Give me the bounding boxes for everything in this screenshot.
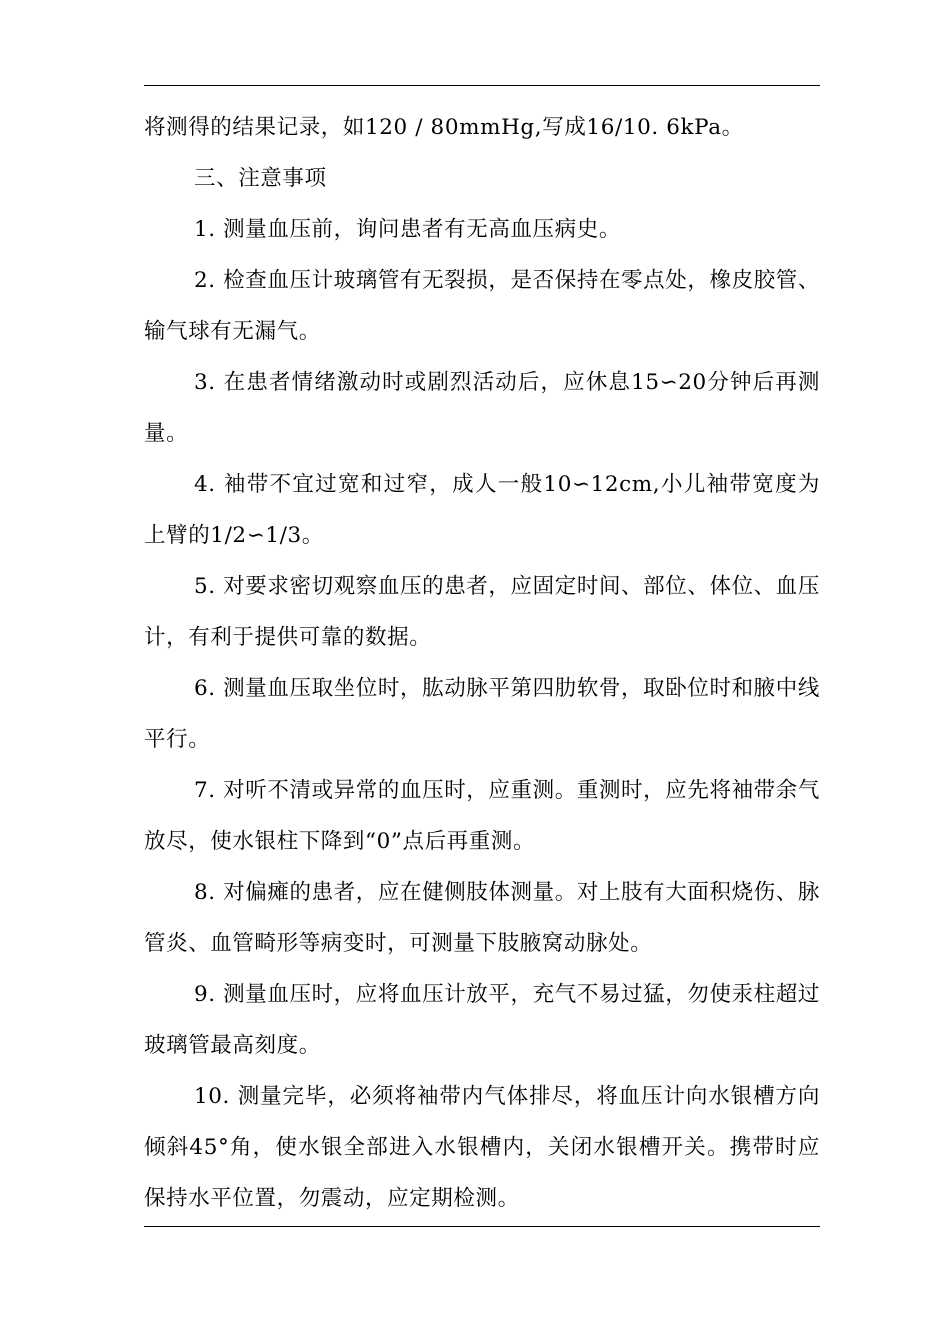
precaution-item-7: 7. 对听不清或异常的血压时，应重测。重测时，应先将袖带余气放尽，使水银柱下降到“0”点后再重测。 <box>144 778 820 854</box>
section-heading-precautions: 三、注意事项 <box>194 166 327 191</box>
footer-rule <box>144 1226 820 1227</box>
precaution-item-5: 5. 对要求密切观察血压的患者，应固定时间、部位、体位、血压计，有利于提供可靠的数据。 <box>144 574 820 650</box>
precaution-item-9: 9. 测量血压时，应将血压计放平，充气不易过猛，勿使汞柱超过玻璃管最高刻度。 <box>144 982 820 1058</box>
paragraph-record-result: 将测得的结果记录，如120 / 80mmHg,写成16/10. 6kPa。 <box>144 115 744 140</box>
document-body <box>144 102 820 1224</box>
precaution-item-8: 8. 对偏瘫的患者，应在健侧肢体测量。对上肢有大面积烧伤、脉管炎、血管畸形等病变时，可测量下肢腋窝动脉处。 <box>144 880 820 956</box>
precaution-item-1: 1. 测量血压前，询问患者有无高血压病史。 <box>194 217 621 242</box>
precaution-item-10: 10. 测量完毕，必须将袖带内气体排尽，将血压计向水银槽方向倾斜45°角，使水银全部进入水银槽内，关闭水银槽开关。携带时应保持水平位置，勿震动，应定期检测。 <box>144 1084 820 1211</box>
precaution-item-3: 3. 在患者情绪激动时或剧烈活动后，应休息15∽20分钟后再测量。 <box>144 370 820 446</box>
precaution-item-6: 6. 测量血压取坐位时，肱动脉平第四肋软骨，取卧位时和腋中线平行。 <box>144 676 820 752</box>
precaution-item-2: 2. 检查血压计玻璃管有无裂损，是否保持在零点处，橡皮胶管、输气球有无漏气。 <box>144 268 820 344</box>
header-rule <box>144 85 820 86</box>
precaution-item-4: 4. 袖带不宜过宽和过窄，成人一般10∽12cm,小儿袖带宽度为上臂的1/2∽1/3。 <box>144 472 820 548</box>
